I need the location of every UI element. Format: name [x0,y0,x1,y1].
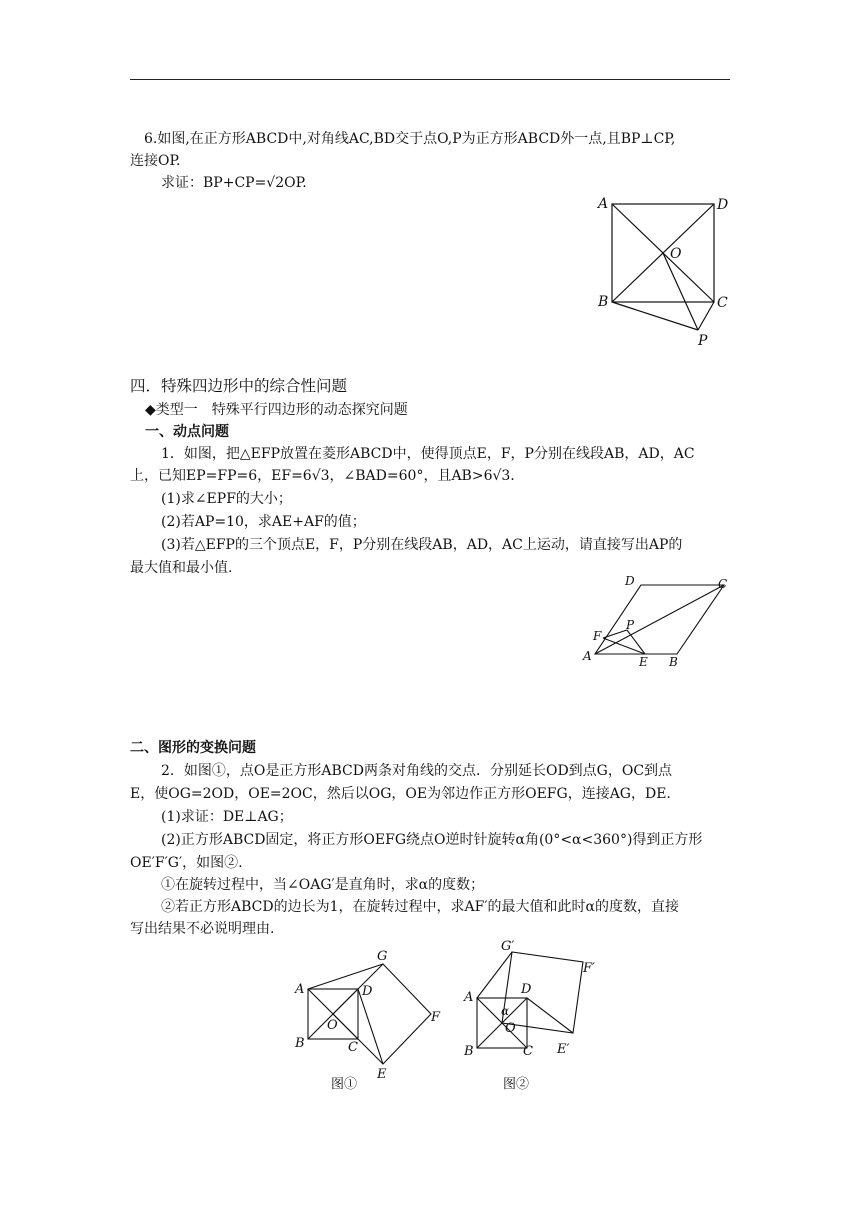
label-p: P [698,333,708,349]
q1-line2: 上，已知EP=FP=6，EF=6√3，∠BAD=60°，且AB>6√3. [130,468,515,484]
label-a: A [583,649,592,663]
label-d: D [625,574,635,588]
q1-part2: (2)若AP=10，求AE+AF的值； [161,514,366,530]
label-c: C [717,295,728,311]
p6-line2: 连接OP. [130,153,181,169]
subsection-dynamic-point: 一、动点问题 [145,424,229,440]
label-e: E [639,655,648,669]
type1-heading: ◆类型一 特殊平行四边形的动态探究问题 [145,402,408,418]
q2-line2: E，使OG=2OD，OE=2OC，然后以OG，OE为邻边作正方形OEFG，连接AG，DE. [130,786,671,802]
q1-part1: (1)求∠EPF的大小； [161,491,292,507]
label-e: E [377,1067,387,1082]
figure-2-rotated-squares [455,935,615,1070]
label-d: D [362,984,373,999]
q2-part2a: (2)正方形ABCD固定，将正方形OEFG绕点O逆时针旋转α角(0°<α<360°)得到正方形 [161,832,703,848]
label-f: F [431,1010,441,1025]
label-o: O [505,1021,516,1036]
q1-line1: 1．如图，把△EFP放置在菱形ABCD中，使得顶点E，F，P分别在线段AB，AD，AC [161,446,695,462]
label-d: D [717,197,729,213]
label-g-prime: G′ [501,939,515,954]
q2-line1: 2．如图①，点O是正方形ABCD两条对角线的交点．分别延长OD到点G，OC到点 [161,763,673,779]
diagonal-ac [595,585,724,654]
q2-part2b: OE′F′G′，如图②. [130,855,243,871]
q2-case1: ①在旋转过程中，当∠OAG′是直角时，求α的度数； [161,877,485,893]
section-title: 四．特殊四边形中的综合性问题 [130,377,348,395]
label-o: O [327,1018,338,1033]
label-a: A [295,982,305,997]
p6-line3: 求证：BP+CP=√2OP. [161,175,307,191]
figure-rhombus-efp [575,570,745,675]
label-f-prime: F′ [583,961,595,976]
label-a: A [598,196,609,212]
caption-figure-1: 图① [331,1077,358,1092]
label-alpha: α [501,1004,510,1018]
segment-bp [612,302,698,330]
p6-line1: 6.如图,在正方形ABCD中,对角线AC,BD交于点O,P为正方形ABCD外一点,且BP⊥CP, [144,131,676,147]
segment-op [663,253,698,330]
label-g: G [377,949,388,964]
label-b: B [464,1044,474,1059]
label-c: C [348,1040,358,1055]
label-a: A [464,990,474,1005]
label-e-prime: E′ [557,1042,570,1057]
q1-part3a: (3)若△EFP的三个顶点E，F，P分别在线段AB，AD，AC上运动，请直接写出AP的 [161,537,683,553]
figure-square-abcd-p [590,190,740,350]
label-f: F [593,629,602,643]
q1-part3b: 最大值和最小值. [130,560,233,576]
segment-cp [698,302,714,330]
figure-1-squares [285,945,455,1100]
label-o: O [670,246,682,262]
caption-figure-2: 图② [503,1077,530,1092]
label-c: C [718,577,728,591]
q2-case2b: 写出结果不必说明理由. [130,921,275,937]
header-rule [130,79,730,80]
q2-case2a: ②若正方形ABCD的边长为1，在旋转过程中，求AF′的最大值和此时α的度数，直接 [161,899,679,915]
subsection-transformation: 二、图形的变换问题 [130,740,256,756]
label-p: P [626,618,635,632]
label-b: B [669,655,678,669]
segment-fp [603,630,627,638]
label-c: C [523,1044,533,1059]
q2-part1: (1)求证：DE⊥AG； [161,809,293,825]
label-b: B [295,1036,305,1051]
segment-de [358,989,383,1064]
label-b: B [598,294,609,310]
label-d: D [521,982,532,997]
